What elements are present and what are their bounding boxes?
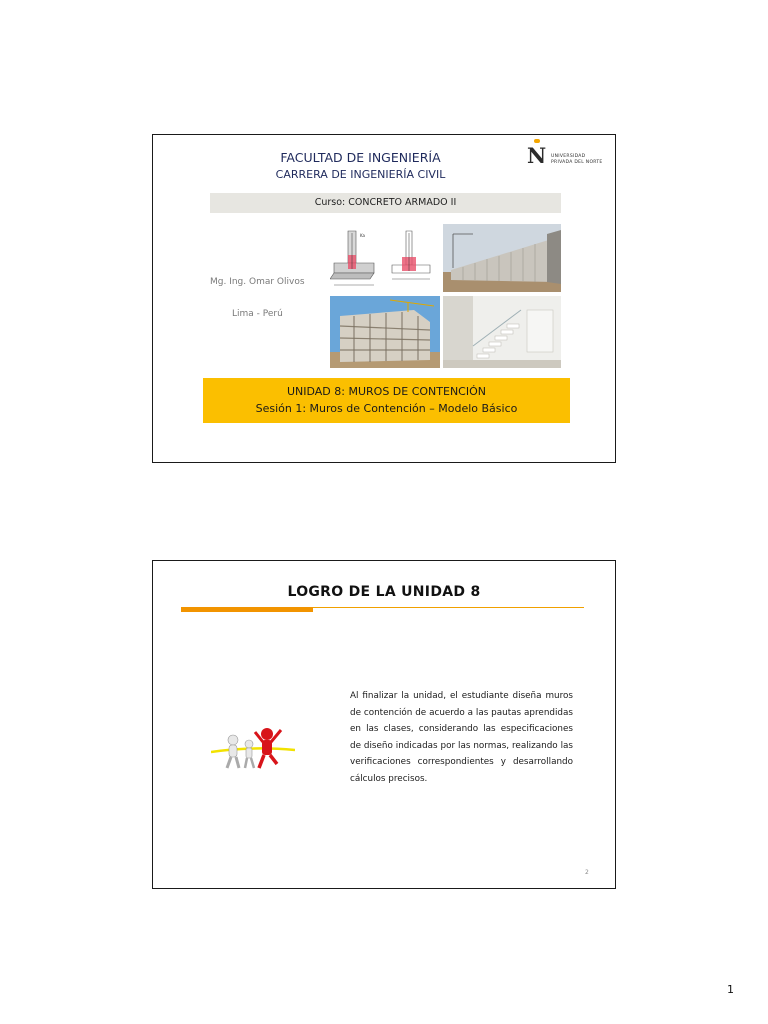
unit-objective-text: Al finalizar la unidad, el estudiante diseña muros de contención de acuerdo a las pautas aprendidas en las clases, considerando las especificaciones de diseño indicadas por las normas, realizando las verificaciones correspondientes y desarrollando cálculos precisos.: [350, 691, 573, 784]
logo-letter: N: [527, 143, 547, 168]
retaining-wall-photo: [443, 224, 561, 292]
session-title: Sesión 1: Muros de Contención – Modelo Básico: [255, 402, 518, 415]
building-construction-photo: [330, 296, 440, 368]
finish-line-runner-illustration: [211, 724, 295, 784]
svg-text:Ka: Ka: [360, 233, 366, 238]
logo-text-line2: PRIVADA DEL NORTE: [551, 160, 603, 165]
slide-number: 2: [585, 869, 589, 876]
retaining-wall-diagram-image: [330, 223, 438, 293]
faculty-title: FACULTAD DE INGENIERÍA: [280, 150, 441, 165]
career-title: CARRERA DE INGENIERÍA CIVIL: [275, 168, 446, 181]
location: Lima - Perú: [232, 309, 283, 319]
page-number: 1: [727, 983, 734, 996]
course-band: Curso: CONCRETO ARMADO II: [210, 193, 561, 213]
author-name: Mg. Ing. Omar Olivos: [210, 277, 305, 287]
slide-2: [152, 560, 616, 889]
unit-banner: [203, 378, 570, 423]
university-logo: [527, 139, 611, 169]
logo-text-line1: UNIVERSIDAD: [551, 154, 586, 159]
unit-title: UNIDAD 8: MUROS DE CONTENCIÓN: [286, 385, 486, 398]
title-accent-bar: [181, 607, 313, 612]
slide-title: LOGRO DE LA UNIDAD 8: [287, 584, 481, 600]
interior-stairs-photo: [443, 296, 561, 368]
slide-1: [152, 134, 616, 463]
